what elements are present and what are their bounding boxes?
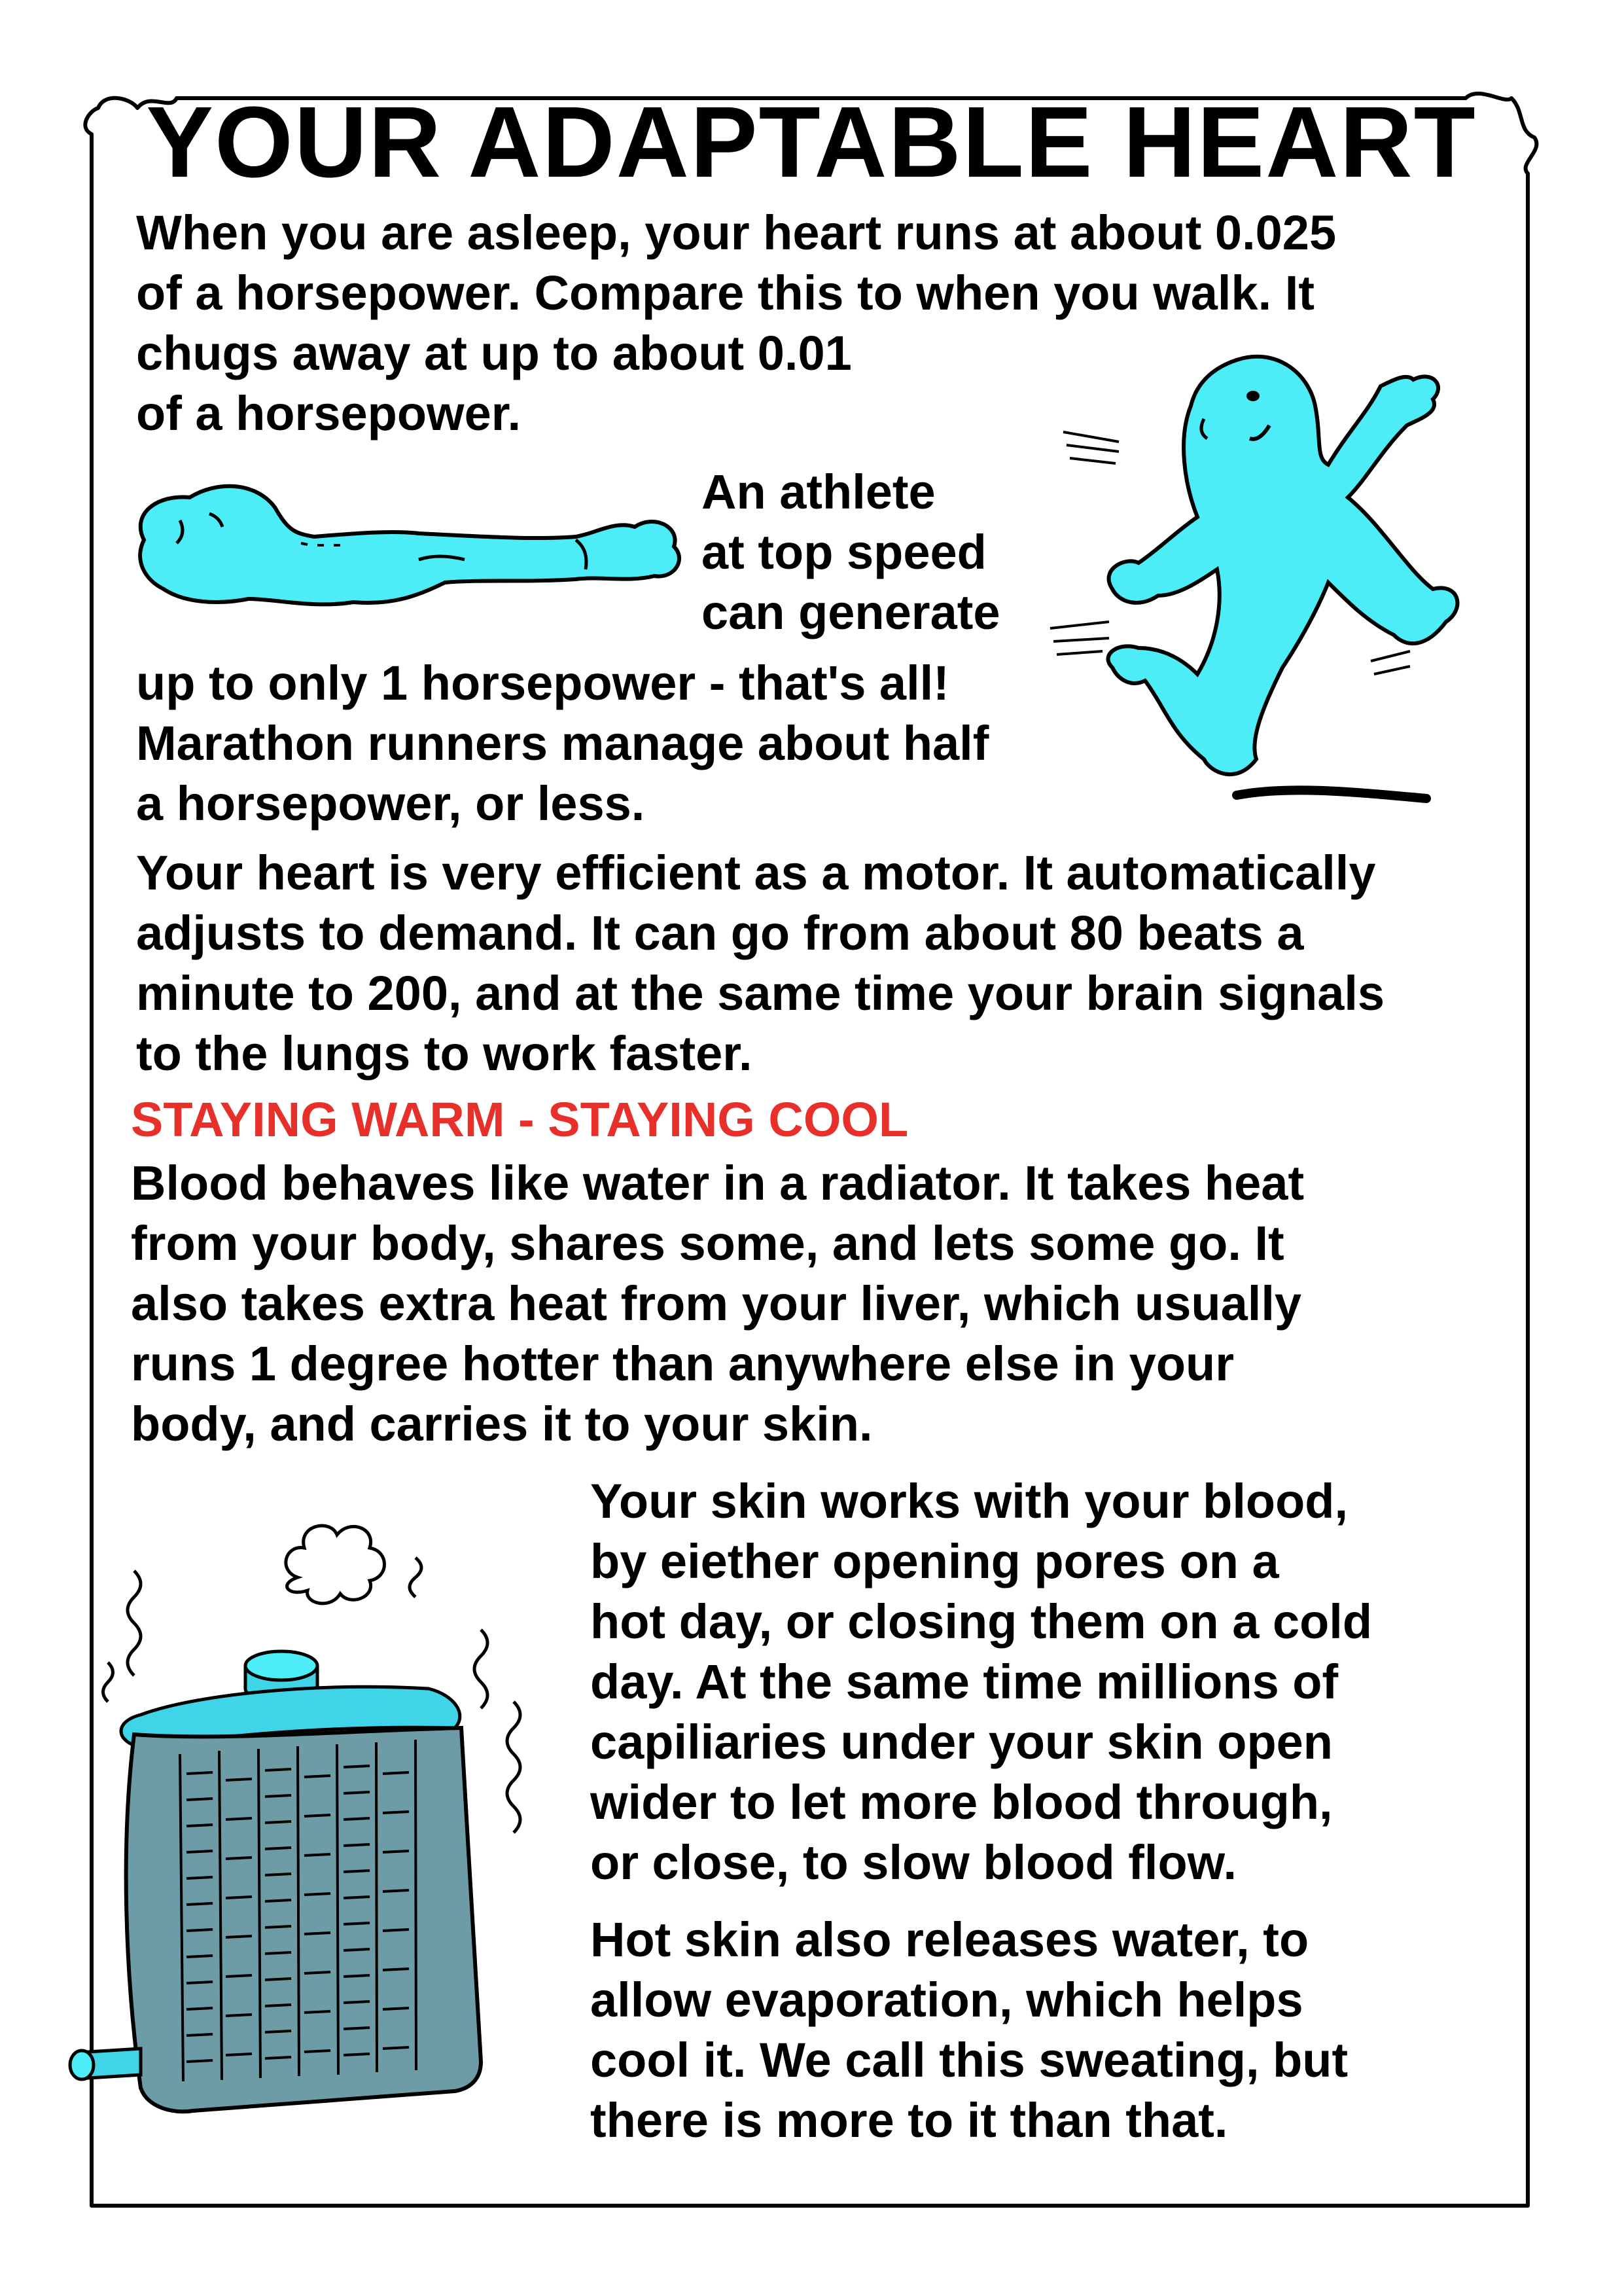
- text-line: at top speed: [701, 525, 987, 579]
- section-heading: STAYING WARM - STAYING COOL: [131, 1092, 909, 1147]
- skin-paragraph: [590, 1471, 1372, 1893]
- text-line: hot day, or closing them on a cold: [590, 1594, 1373, 1649]
- radiator-paragraph: [131, 1153, 1304, 1454]
- text-line: An athlete: [701, 465, 936, 519]
- page-title: YOUR ADAPTABLE HEART: [146, 86, 1477, 198]
- text-line: day. At the same time millions of: [590, 1655, 1339, 1709]
- text-line: from your body, shares some, and lets some go. It: [131, 1216, 1284, 1270]
- text-line: Blood behaves like water in a radiator. It takes heat: [131, 1156, 1305, 1210]
- text-line: allow evaporation, which helps: [590, 1973, 1303, 2027]
- radiator-illustration: [62, 1499, 559, 2127]
- text-line: Hot skin also releases water, to: [590, 1912, 1309, 1967]
- text-line: to the lungs to work faster.: [136, 1026, 752, 1081]
- text-line: wider to let more blood through,: [590, 1775, 1333, 1829]
- text-line: Marathon runners manage about half: [136, 716, 989, 770]
- text-line: runs 1 degree hotter than anywhere else in your: [131, 1336, 1235, 1391]
- text-line: Your skin works with your blood,: [590, 1474, 1349, 1528]
- text-line: body, and carries it to your skin.: [131, 1397, 873, 1451]
- athlete-paragraph: [701, 462, 1000, 643]
- text-line: up to only 1 horsepower - that's all!: [136, 656, 949, 710]
- text-line: by eiether opening pores on a: [590, 1534, 1279, 1588]
- text-line: minute to 200, and at the same time your brain signals: [136, 966, 1385, 1020]
- text-line: of a horsepower. Compare this to when you walk. It: [136, 266, 1315, 320]
- text-line: of a horsepower.: [136, 386, 521, 440]
- sweating-paragraph: [590, 1910, 1348, 2151]
- running-figure-illustration: [1040, 340, 1525, 818]
- text-line: also takes extra heat from your liver, which usually: [131, 1276, 1302, 1331]
- text-line: capiliaries under your skin open: [590, 1715, 1333, 1769]
- text-line: can generate: [701, 585, 1000, 639]
- motor-paragraph: [136, 843, 1385, 1084]
- text-line: chugs away at up to about 0.01: [136, 326, 852, 380]
- text-line: Your heart is very efficient as a motor. It automatically: [136, 846, 1376, 900]
- horsepower-paragraph: [136, 653, 989, 834]
- text-line: a horsepower, or less.: [136, 776, 645, 831]
- text-line: adjusts to demand. It can go from about 80 beats a: [136, 906, 1304, 960]
- text-line: there is more to it than that.: [590, 2093, 1228, 2147]
- text-line: When you are asleep, your heart runs at about 0.025: [136, 206, 1337, 260]
- text-line: or close, to slow blood flow.: [590, 1835, 1237, 1890]
- sleeping-figure-illustration: [118, 468, 694, 625]
- text-line: cool it. We call this sweating, but: [590, 2033, 1349, 2087]
